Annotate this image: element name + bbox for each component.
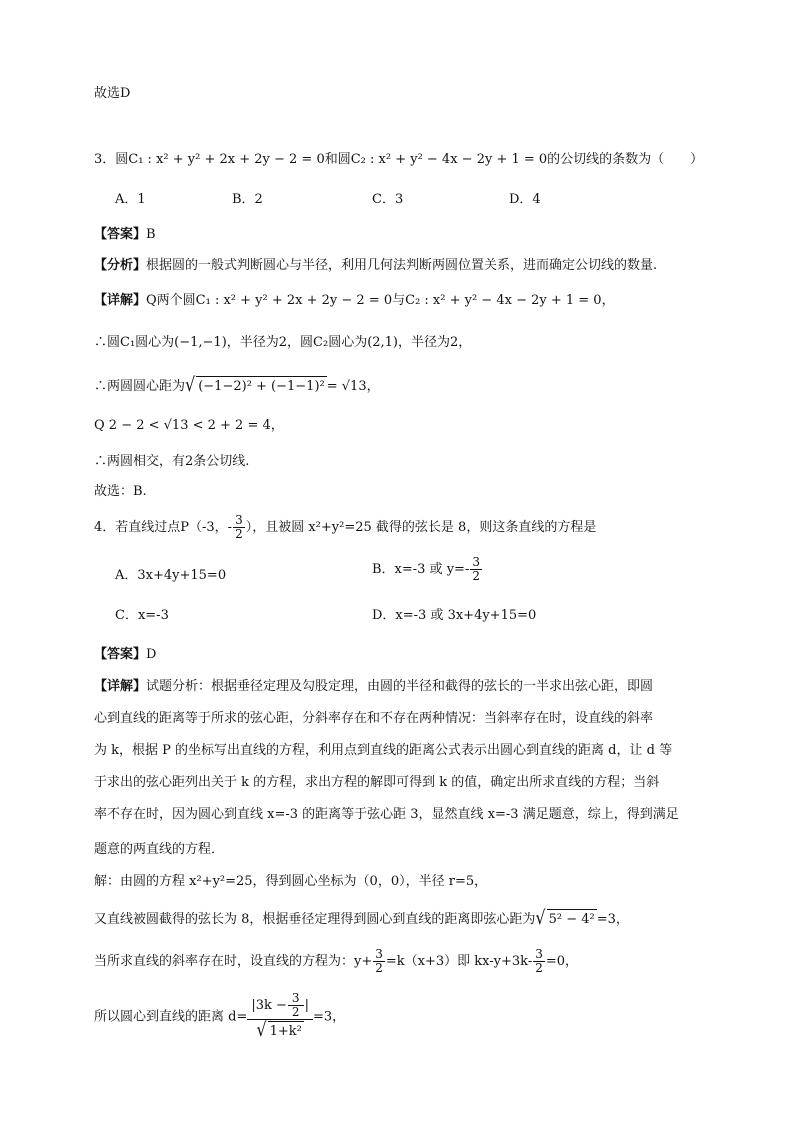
distance-numerator-right: | <box>304 998 309 1013</box>
q4-detail-line-3: 为 k，根据 P 的坐标写出直线的方程，利用点到直线的距离公式表示出圆心到直线的距离 d，让 d 等 <box>94 743 673 758</box>
q3-answer-tag: 【答案】 <box>94 227 147 242</box>
q4-distance-fraction <box>247 992 313 1042</box>
q4-stem-prefix: 4．若直线过点P（-3，- <box>94 520 233 535</box>
fraction-denominator: 2 <box>535 961 543 975</box>
q4-detail-text-1: 试题分析：根据垂径定理及勾股定理，由圆的半径和截得的弦长的一半求出弦心距，即圆 <box>146 679 654 694</box>
q3-analysis-text: 根据圆的一般式判断圆心与半径，利用几何法判断两圆位置关系，进而确定公切线的数量. <box>146 258 658 273</box>
q3-stem: 3．圆C₁ : x² + y² + 2x + 2y − 2 = 0和圆C₂ : x² + y² − 4x − 2y + 1 = 0的公切线的条数为（ ） <box>94 152 704 167</box>
q3-option-b: B．2 <box>232 192 263 207</box>
distance-numerator <box>247 992 313 1020</box>
distance-radicand: 1+k² <box>268 1021 304 1042</box>
q4-sol-3-fraction-1 <box>373 948 385 975</box>
q3-detail-3-radicand: (−1−2)² + (−1−1)² <box>196 376 327 397</box>
q4-sol-3-prefix: 当所求直线的斜率存在时，设直线的方程为：y+ <box>94 954 373 969</box>
fraction-numerator: 3 <box>235 513 243 527</box>
q3-detail-line-4: Q 2 − 2 < √13 < 2 + 2 = 4， <box>94 418 284 433</box>
radical-sign-icon: √ <box>256 1018 267 1041</box>
q4-sol-3-suffix: =0， <box>545 954 579 969</box>
q3-answer: B <box>146 227 156 242</box>
q3-option-a: A．1 <box>115 192 146 207</box>
distance-inner-fraction <box>288 992 304 1019</box>
q3-detail-line-5: ∴两圆相交，有2条公切线. <box>94 454 250 469</box>
q4-sol-3-mid: =k（x+3）即 kx-y+3k- <box>385 954 533 969</box>
q3-detail-row-1 <box>94 291 615 311</box>
fraction-numerator: 3 <box>472 555 480 569</box>
q4-detail-line-4: 于求出的弦心距列出关于 k 的方程，求出方程的解即可得到 k 的值，确定出所求直线的方程；当斜 <box>94 775 660 790</box>
q4-detail-line-2: 心到直线的距离等于所求的弦心距，分斜率存在和不存在两种情况：当斜率存在时，设直线的斜率 <box>94 711 654 726</box>
radical-sign-icon: √ <box>535 906 546 929</box>
q4-stem-fraction <box>233 514 245 541</box>
q3-detail-line-2: ∴圆C₁圆心为(−1,−1)，半径为2，圆C₂圆心为(2,1)，半径为2， <box>94 335 472 350</box>
fraction-denominator: 2 <box>472 569 480 583</box>
q4-option-b-fraction <box>470 556 482 583</box>
q4-sol-2-prefix: 又直线被圆截得的弦长为 8，根据垂径定理得到圆心到直线的距离即弦心距为 <box>94 912 536 927</box>
q3-detail-row-3 <box>94 375 380 397</box>
q4-answer: D <box>146 647 157 662</box>
fraction-denominator: 2 <box>375 961 383 975</box>
q3-option-d: D．4 <box>509 192 541 207</box>
q4-option-b <box>372 556 483 583</box>
q3-detail-tag: 【详解】 <box>94 293 147 308</box>
q4-stem-suffix: ），且被圆 x²+y²=25 截得的弦长是 8，则这条直线的方程是 <box>245 520 597 535</box>
q4-solution-line-2 <box>94 908 629 930</box>
q4-detail-line-6: 题意的两直线的方程． <box>94 842 225 857</box>
q4-option-c: C．x=-3 <box>115 608 169 623</box>
q4-answer-row <box>94 645 156 665</box>
q3-conclusion: 故选：B. <box>94 484 147 499</box>
q4-detail-tag: 【详解】 <box>94 679 147 694</box>
q4-sol-2-radicand: 5² − 4² <box>547 909 597 930</box>
fraction-numerator: 3 <box>288 992 304 1006</box>
q4-answer-tag: 【答案】 <box>94 647 147 662</box>
q4-sol-2-suffix: =3， <box>596 912 629 927</box>
q4-option-b-prefix: B．x=-3 或 y=- <box>372 562 470 577</box>
q4-option-d: D．x=-3 或 3x+4y+15=0 <box>372 608 537 623</box>
q3-option-c: C．3 <box>372 192 404 207</box>
q4-detail-line-1 <box>94 677 653 697</box>
q3-analysis-tag: 【分析】 <box>94 258 147 273</box>
q3-detail-line-1: Q两个圆C₁ : x² + y² + 2x + 2y − 2 = 0与C₂ : x² + y² − 4x − 2y + 1 = 0， <box>146 293 615 308</box>
fraction-numerator: 3 <box>375 947 383 961</box>
q4-sol-4-prefix: 所以圆心到直线的距离 d= <box>94 1009 248 1025</box>
q4-solution-line-4 <box>94 992 345 1042</box>
previous-conclusion: 故选D <box>94 86 131 101</box>
q4-sol-3-fraction-2 <box>533 948 545 975</box>
q3-analysis-row <box>94 256 657 276</box>
fraction-denominator: 2 <box>235 527 243 541</box>
q4-solution-line-3 <box>94 948 578 975</box>
q4-stem <box>94 514 596 541</box>
fraction-denominator: 2 <box>291 1005 300 1019</box>
radical-sign-icon: √ <box>185 373 196 396</box>
q3-detail-3-suffix: = √13， <box>326 379 380 394</box>
q4-solution-line-1: 解：由圆的方程 x²+y²=25，得到圆心坐标为（0，0），半径 r=5， <box>94 874 488 889</box>
q4-sol-4-suffix: =3， <box>312 1009 346 1025</box>
q4-detail-line-5: 率不存在时，因为圆心到直线 x=-3 的距离等于弦心距 3，显然直线 x=-3 满足题意，综上，得到满足 <box>94 807 679 822</box>
q3-detail-3-prefix: ∴两圆圆心距为 <box>94 379 186 394</box>
distance-numerator-left: |3k − <box>251 998 287 1013</box>
fraction-numerator: 3 <box>535 947 543 961</box>
distance-denominator <box>256 1020 303 1042</box>
q3-answer-row <box>94 225 156 245</box>
q4-option-a: A．3x+4y+15=0 <box>115 568 227 583</box>
